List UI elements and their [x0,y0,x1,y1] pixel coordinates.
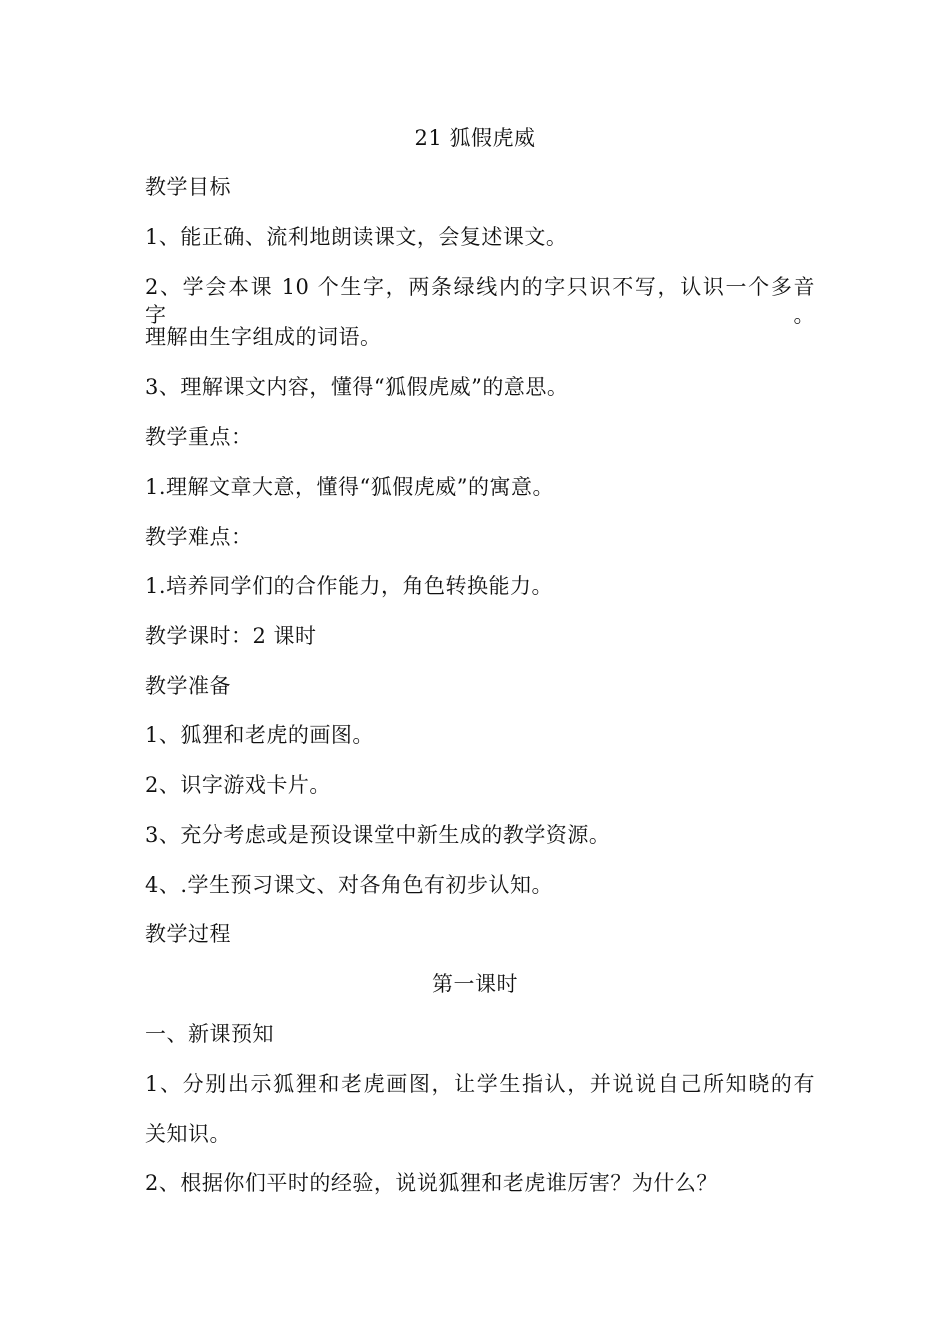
section-heading-difficulties: 教学难点： [145,525,253,549]
preparation-item-3: 3、充分考虑或是预设课堂中新生成的教学资源。 [145,823,611,847]
section-heading-preparation: 教学准备 [145,674,231,698]
step-heading-1: 一、新课预知 [145,1022,274,1046]
preparation-item-1: 1、狐狸和老虎的画图。 [145,723,374,747]
section-heading-objectives: 教学目标 [145,175,231,199]
objective-item-2-continued: 理解由生字组成的词语。 [145,325,382,349]
step-item-2: 2、根据你们平时的经验，说说狐狸和老虎谁厉害？为什么？ [145,1171,718,1195]
lesson-subtitle: 第一课时 [432,972,518,996]
objective-item-2: 2、学会本课 10 个生字，两条绿线内的字只识不写，认识一个多音字。 [145,275,815,327]
objective-item-3: 3、理解课文内容，懂得“狐假虎威”的意思。 [145,375,569,399]
section-heading-process: 教学过程 [145,922,231,946]
section-heading-key-points: 教学重点： [145,425,253,449]
objective-item-1: 1、能正确、流利地朗读课文，会复述课文。 [145,225,568,249]
class-hours: 教学课时：2 课时 [145,624,317,648]
page-title: 21 狐假虎威 [414,126,536,150]
preparation-item-4: 4、.学生预习课文、对各角色有初步认知。 [145,873,554,897]
step-item-1-continued: 关知识。 [145,1122,231,1146]
step-item-1: 1、分别出示狐狸和老虎画图，让学生指认，并说说自己所知晓的有 [145,1072,815,1096]
preparation-item-2: 2、识字游戏卡片。 [145,773,331,797]
difficulty-item-1: 1.培养同学们的合作能力，角色转换能力。 [145,574,554,598]
key-point-item-1: 1.理解文章大意，懂得“狐假虎威”的寓意。 [145,475,555,499]
